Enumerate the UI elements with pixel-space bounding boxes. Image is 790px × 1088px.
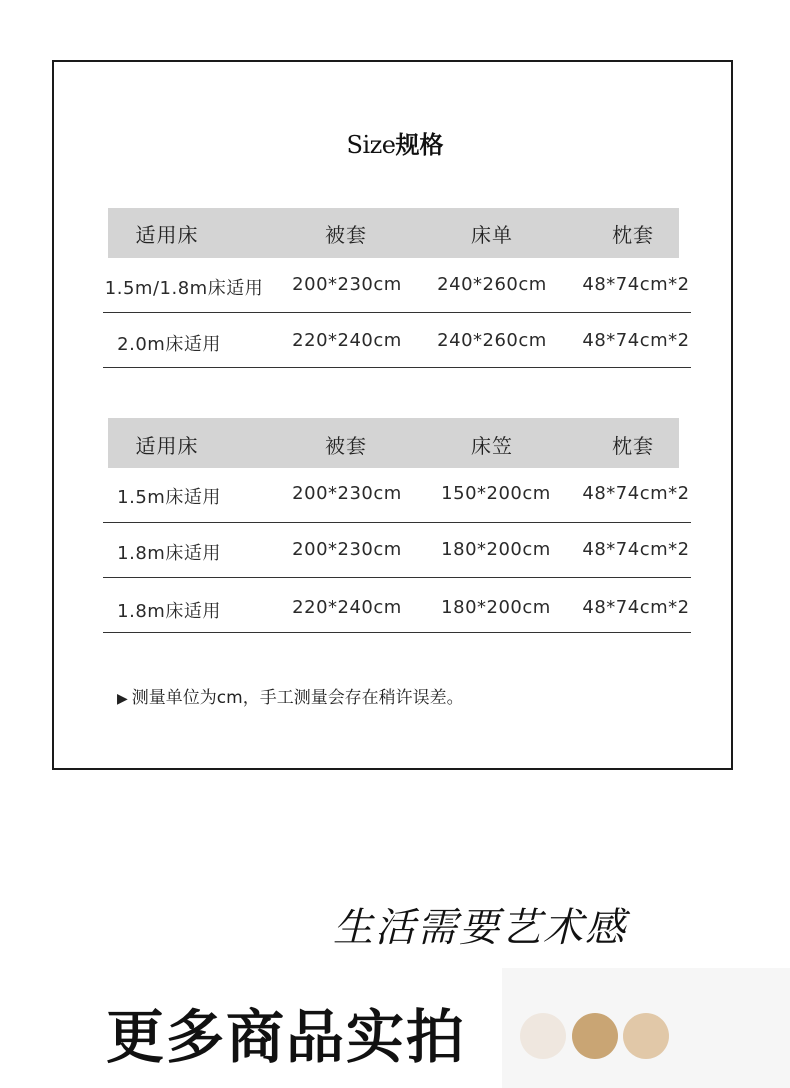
header-bed: 适用床 [135, 434, 199, 458]
table-cell: 48*74cm*2 [582, 483, 690, 504]
table-cell: 200*230cm [292, 539, 402, 560]
table-cell: 200*230cm [292, 483, 402, 504]
table-cell: 220*240cm [292, 597, 402, 618]
size-title-zh: 规格 [395, 131, 444, 159]
table-cell: 2.0m床适用 [117, 334, 221, 355]
row-divider [103, 312, 691, 313]
table-cell: 1.5m床适用 [117, 487, 221, 508]
size-title-en: Size [346, 131, 396, 159]
table-cell: 180*200cm [441, 539, 551, 560]
header-pillowcase: 枕套 [612, 434, 654, 458]
table-cell: 240*260cm [437, 330, 547, 351]
row-divider [103, 632, 691, 633]
header-duvet: 被套 [325, 434, 367, 458]
table-cell: 200*230cm [292, 274, 402, 295]
header-bed: 适用床 [135, 223, 199, 247]
table-cell: 48*74cm*2 [582, 274, 690, 295]
table-cell: 150*200cm [441, 483, 551, 504]
table-cell: 180*200cm [441, 597, 551, 618]
measurement-note [117, 683, 464, 708]
table-cell: 1.8m床适用 [117, 543, 221, 564]
table-cell: 1.8m床适用 [117, 601, 221, 622]
size-frame [52, 60, 733, 770]
table-cell: 240*260cm [437, 274, 547, 295]
table-cell: 220*240cm [292, 330, 402, 351]
header-duvet: 被套 [325, 223, 367, 247]
table-cell: 48*74cm*2 [582, 330, 690, 351]
table-cell: 48*74cm*2 [582, 539, 690, 560]
size-title [0, 125, 790, 160]
triangle-bullet-icon: ▶ [117, 691, 128, 707]
header-fitted-sheet: 床笠 [471, 434, 513, 458]
row-divider [103, 522, 691, 523]
row-divider [103, 577, 691, 578]
note-text: 测量单位为cm，手工测量会存在稍许误差。 [131, 688, 464, 708]
color-swatch [572, 1013, 618, 1059]
color-swatch [520, 1013, 566, 1059]
header-pillowcase: 枕套 [612, 223, 654, 247]
slogan: 生活需要艺术感 [333, 905, 627, 951]
row-divider [103, 367, 691, 368]
section-heading: 更多商品实拍 [106, 1003, 467, 1071]
header-sheet: 床单 [471, 223, 513, 247]
table-cell: 48*74cm*2 [582, 597, 690, 618]
color-swatch [623, 1013, 669, 1059]
table-cell: 1.5m/1.8m床适用 [104, 278, 264, 299]
